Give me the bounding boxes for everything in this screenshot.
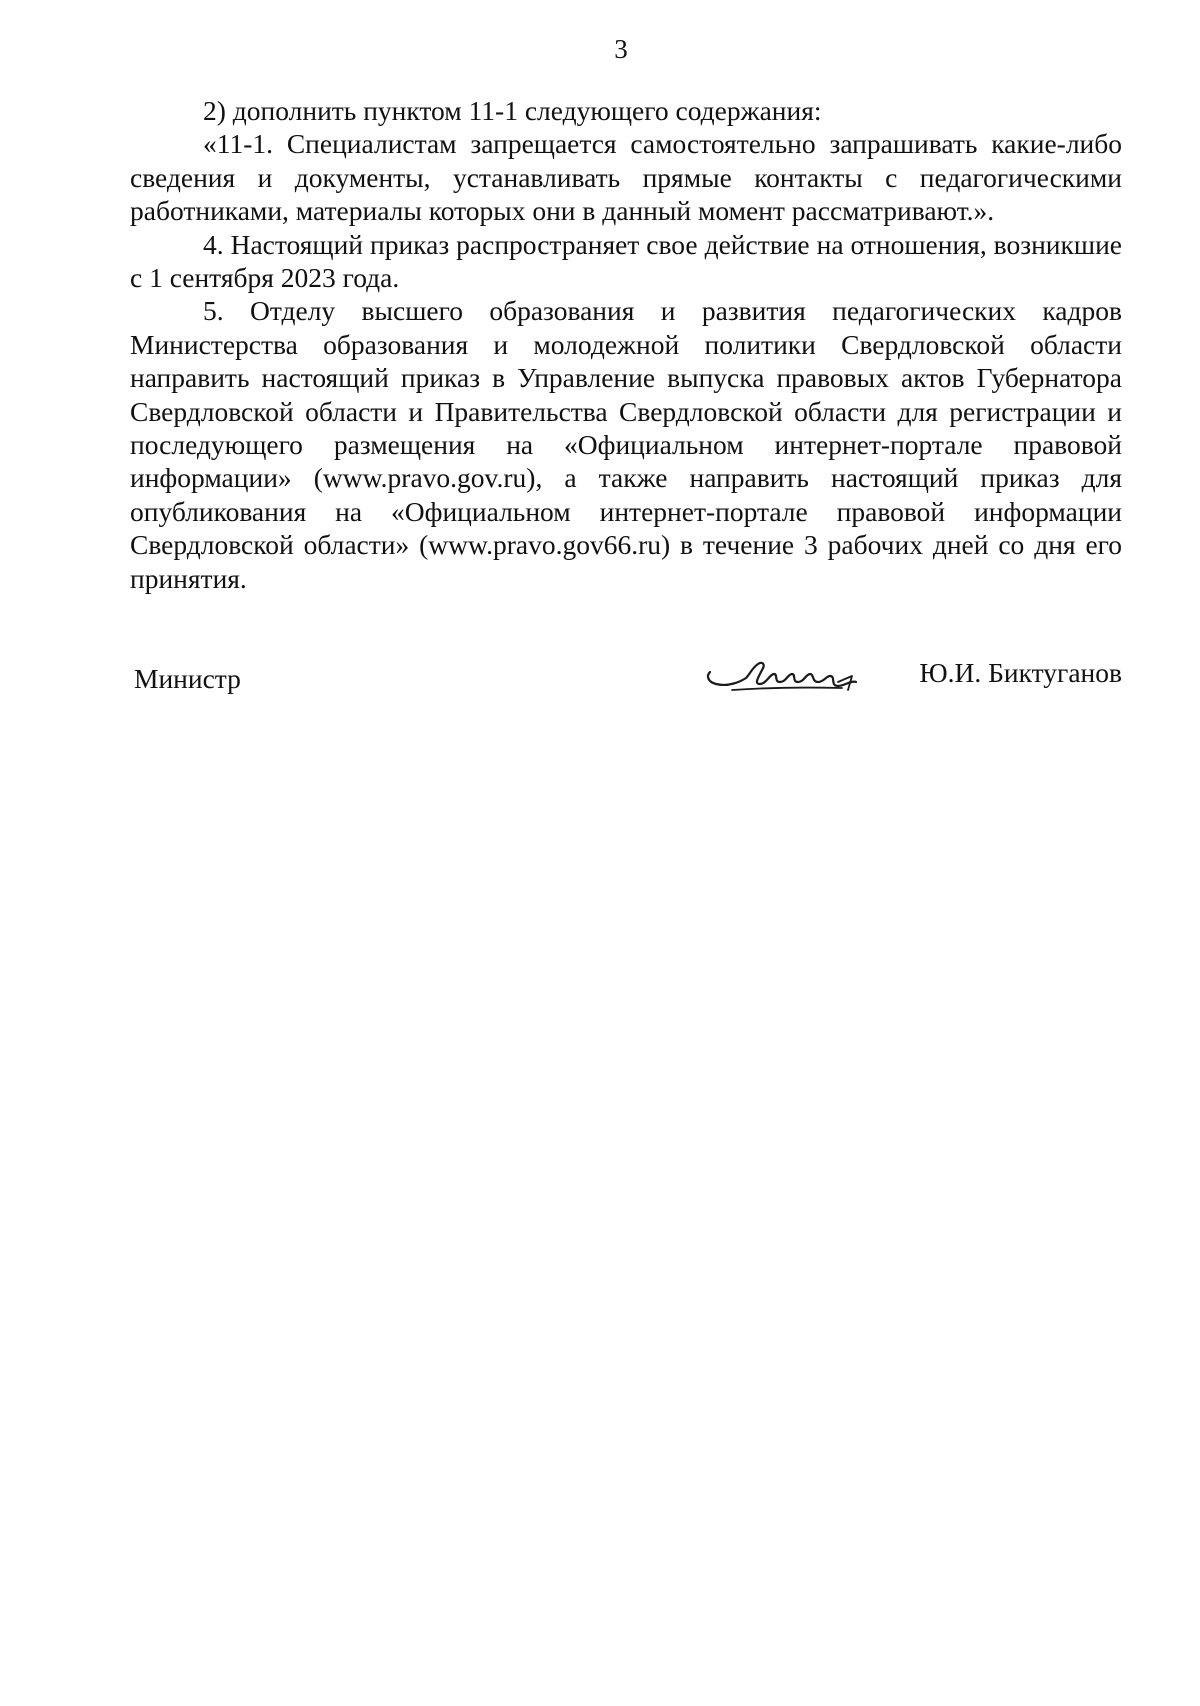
- paragraph-clause-11-1: «11-1. Специалистам запрещается самостоятельно запрашивать какие-либо сведения и документы, устанавливать прямые контакты с педагогическими работниками, материалы которых они в данный момент рассматривают.».: [130, 128, 1122, 227]
- signer-role: Министр: [134, 663, 241, 694]
- handwritten-signature: [702, 652, 872, 702]
- paragraph-item-4: 4. Настоящий приказ распространяет свое действие на отношения, возникшие с 1 сентября 2023 года.: [130, 228, 1122, 294]
- paragraph-amendment-intro: 2) дополнить пунктом 11-1 следующего содержания:: [203, 95, 822, 126]
- signer-name: Ю.И. Биктуганов: [919, 657, 1122, 688]
- document-body: [130, 94, 1122, 595]
- paragraph-item-5: 5. Отделу высшего образования и развития педагогических кадров Министерства образования и молодежной политики Свердловской области направить настоящий приказ в Управление выпуска правовых актов Губернатора Свердловской области и Правительства Свердловской области для регистрации и последующего размещения на «Официальном интернет-портале правовой информации» (www.pravo.gov.ru), а также направить настоящий приказ для опубликования на «Официальном интернет-портале правовой информации Свердловской области» (www.pravo.gov66.ru) в течение 3 рабочих дней со дня его принятия.: [130, 295, 1122, 594]
- page-number: 3: [614, 34, 628, 64]
- signature-block: [130, 652, 1122, 712]
